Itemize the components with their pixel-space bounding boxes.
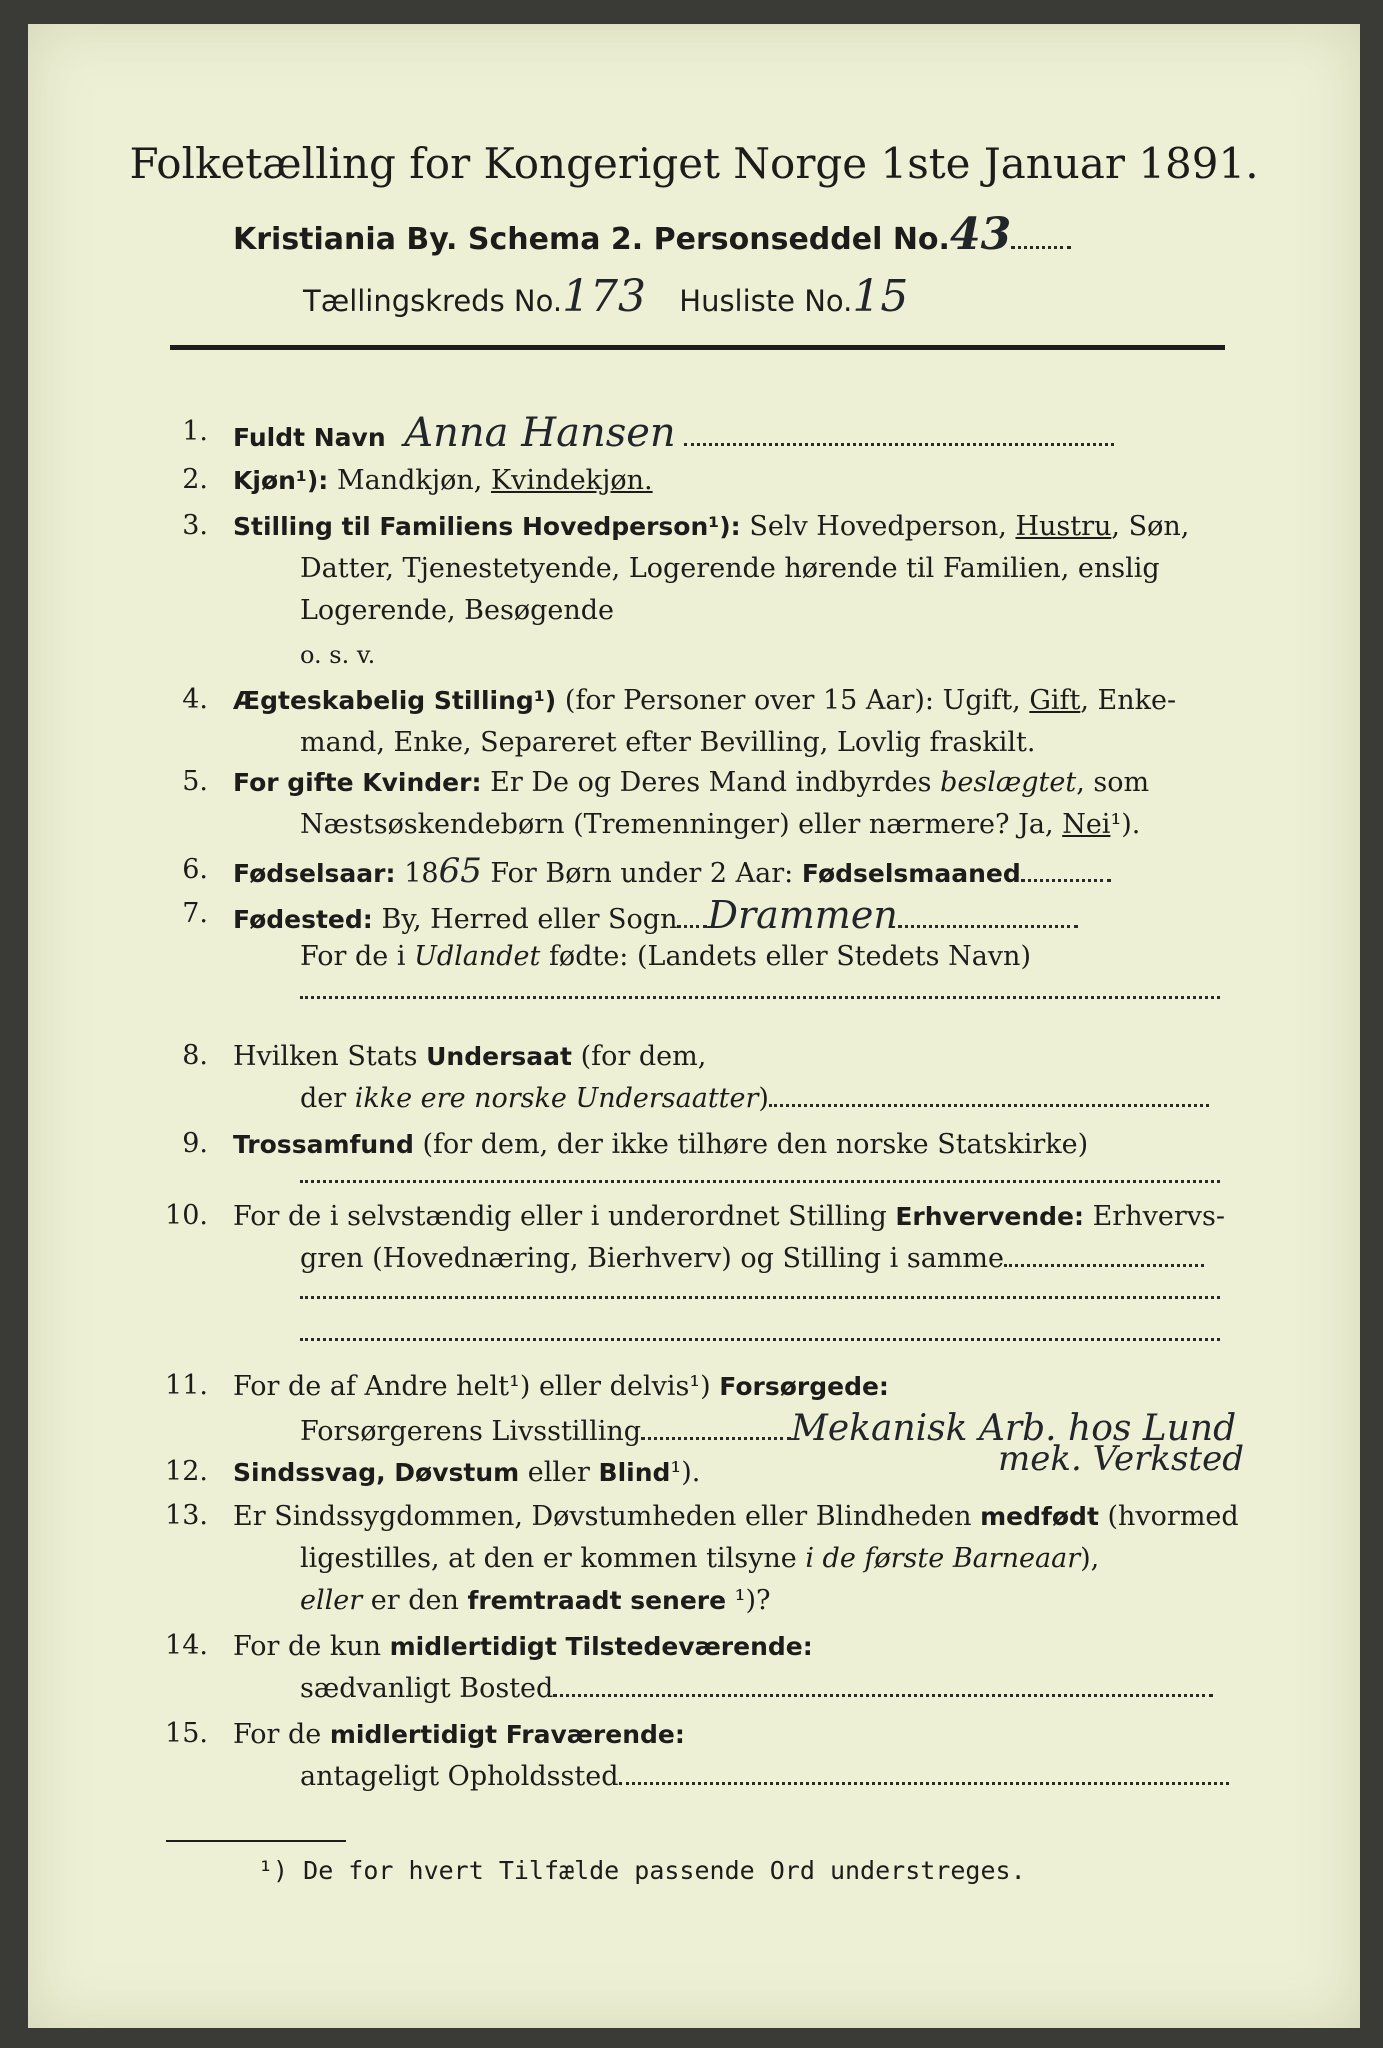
- q8-row: [233, 1040, 706, 1074]
- q15-line-2: [300, 1760, 1229, 1794]
- q7-number: 7.: [182, 898, 208, 929]
- q8-text: Hvilken Stats: [233, 1041, 427, 1072]
- q10-line2-text: gren (Hovednæring, Bierhverv) og Stilling i samme: [300, 1243, 1005, 1274]
- q3-selected: Hustru: [1015, 511, 1112, 542]
- q7-line-2: [300, 940, 1031, 974]
- q11-number: 11.: [165, 1370, 208, 1401]
- q4-line-2: mand, Enke, Separeret efter Bevilling, Lovlig fraskilt.: [300, 727, 1036, 758]
- q3-label: Stilling til Familiens Hovedperson¹):: [233, 512, 750, 541]
- q1-value: Anna Hansen: [404, 410, 676, 456]
- q9-number: 9.: [182, 1128, 208, 1159]
- q9-row: [233, 1128, 1088, 1162]
- q11-label: Forsørgede:: [719, 1372, 889, 1401]
- q10-text-end: Erhvervs-: [1084, 1201, 1225, 1232]
- q11-row: [233, 1370, 889, 1404]
- q13-line2-text: ligestilles, at den er kommen tilsyne: [300, 1543, 806, 1574]
- q3-line-4: o. s. v.: [300, 641, 376, 669]
- q8-text-end: (for dem,: [571, 1041, 707, 1072]
- q10-row: [233, 1200, 1225, 1234]
- q13-line-2: [300, 1542, 1099, 1576]
- q6-label: Fødselsaar:: [233, 859, 405, 888]
- q13-text-end: (hvormed: [1098, 1501, 1239, 1532]
- q4-text: (for Personer over 15 Aar): Ugift,: [564, 685, 1030, 716]
- dotted-line: [300, 974, 1220, 999]
- q15-row: [233, 1718, 685, 1752]
- q2-row: [233, 464, 653, 498]
- q10-text: For de i selvstændig eller i underordnet Stilling: [233, 1201, 896, 1232]
- footnote: ¹) De for hvert Tilfælde passende Ord understreges.: [258, 1856, 1026, 1885]
- q5-line-2: [300, 808, 1140, 842]
- q2-option-kvindekjon: Kvindekjøn.: [490, 465, 653, 496]
- q2-option-mandkjon: Mandkjøn,: [337, 465, 491, 496]
- q11-value-2: mek. Verksted: [998, 1439, 1244, 1479]
- q13-line3-end: ¹)?: [726, 1585, 771, 1616]
- q4-label: Ægteskabelig Stilling¹): [233, 686, 565, 715]
- q5-row: [233, 766, 1149, 800]
- q14-number: 14.: [165, 1630, 208, 1661]
- dotted-line: [641, 1415, 791, 1440]
- q13-line2-end: ),: [1080, 1543, 1100, 1574]
- q12-label-2: Blind: [598, 1458, 671, 1487]
- q3-line-2: Datter, Tjenestetyende, Logerende hørende til Familien, enslig: [300, 553, 1160, 584]
- footnote-rule: [166, 1840, 346, 1842]
- q5-number: 5.: [182, 766, 208, 797]
- kreds-label: Tællingskreds No.: [303, 284, 563, 318]
- q3-number: 3.: [182, 510, 208, 541]
- q14-text: For de kun: [233, 1631, 390, 1662]
- personseddel-number: 43: [949, 209, 1012, 260]
- q6-value: 65: [438, 851, 482, 891]
- q1-label: Fuldt Navn: [233, 423, 386, 452]
- q5-text: Er De og Deres Mand indbyrdes: [490, 767, 941, 798]
- q10-line-2: [300, 1242, 1204, 1276]
- q7-line2-end: fødte: (Landets eller Stedets Navn): [540, 941, 1031, 972]
- q8-line2-end: ): [758, 1083, 769, 1114]
- q11-text: For de af Andre helt¹) eller delvis¹): [233, 1371, 720, 1402]
- dotted-line: [769, 1082, 1209, 1107]
- q8-line2-italic: ikke ere norske Undersaatter: [354, 1083, 759, 1114]
- q11-line2-text: Forsørgerens Livsstilling: [300, 1416, 642, 1447]
- q4-text-end: , Enke-: [1080, 685, 1177, 716]
- q3-line-3: Logerende, Besøgende: [300, 595, 614, 626]
- q13-line-3: [300, 1584, 771, 1618]
- q13-row: [233, 1500, 1239, 1534]
- dotted-line: [300, 1158, 1220, 1183]
- q7-text: By, Herred eller Sogn: [381, 904, 678, 935]
- header-line-3: [303, 271, 909, 322]
- dotted-line: [300, 1316, 1220, 1341]
- q8-label: Undersaat: [426, 1042, 572, 1071]
- q13-line3-text: er den: [362, 1585, 468, 1616]
- q15-number: 15.: [165, 1718, 208, 1749]
- dotted-line: [898, 903, 1078, 928]
- q2-label: Kjøn¹):: [233, 466, 337, 495]
- q7-line2-text: For de i: [300, 941, 415, 972]
- q9-label: Trossamfund: [233, 1130, 414, 1159]
- q5-text-end: , som: [1076, 767, 1150, 798]
- q6-number: 6.: [182, 854, 208, 885]
- form-title: Folketælling for Kongeriget Norge 1ste Januar 1891.: [129, 139, 1259, 188]
- q13-line2-italic: i de første Barneaar: [805, 1543, 1081, 1574]
- dotted-line: [300, 1274, 1220, 1299]
- dotted-line: [677, 903, 707, 928]
- q8-line2-text: der: [300, 1083, 355, 1114]
- header-line-2: [233, 209, 1071, 260]
- q3-text-end: , Søn,: [1111, 511, 1190, 542]
- census-form: [28, 24, 1360, 2028]
- dotted-line: [553, 1672, 1213, 1697]
- q13-number: 13.: [165, 1500, 208, 1531]
- q3-text: Selv Hovedperson,: [749, 511, 1016, 542]
- husliste-number: 15: [852, 271, 909, 322]
- q13-line3-bold: fremtraadt senere: [467, 1586, 727, 1615]
- q5-selected: Nei: [1062, 809, 1111, 840]
- q13-line3-italic: eller: [300, 1585, 363, 1616]
- q6-text: For Børn under 2 Aar:: [481, 858, 802, 889]
- q8-number: 8.: [182, 1040, 208, 1071]
- q7-line2-italic: Udlandet: [414, 941, 541, 972]
- q12-number: 12.: [165, 1456, 208, 1487]
- header-rule: [170, 345, 1225, 350]
- header-prefix: Kristiania By. Schema 2. Personseddel No.: [233, 222, 950, 257]
- q6-label-2: Fødselsmaaned: [801, 859, 1021, 888]
- q5-line2-text: Næstsøskendebørn (Tremenninger) eller nærmere? Ja,: [300, 809, 1063, 840]
- q12-text: eller: [519, 1457, 599, 1488]
- q4-row: [233, 684, 1176, 718]
- q15-line2-text: antageligt Opholdssted: [300, 1761, 619, 1792]
- q10-label: Erhvervende:: [895, 1202, 1085, 1231]
- dotted-line: [1004, 1242, 1204, 1267]
- q4-number: 4.: [182, 684, 208, 715]
- q12-label: Sindssvag, Døvstum: [233, 1458, 520, 1487]
- q7-value: Drammen: [707, 893, 898, 937]
- husliste-label: Husliste No.: [679, 284, 853, 318]
- q10-number: 10.: [165, 1200, 208, 1231]
- dotted-line: [1021, 857, 1111, 882]
- q6-row: [233, 851, 1111, 891]
- q15-label: midlertidigt Fraværende:: [329, 1720, 685, 1749]
- q5-line2-end: ¹).: [1110, 809, 1141, 840]
- q14-label: midlertidigt Tilstedeværende:: [389, 1632, 813, 1661]
- dotted-line: [684, 421, 1114, 446]
- q12-row: [233, 1456, 700, 1490]
- q9-text: (for dem, der ikke tilhøre den norske Statskirke): [413, 1129, 1089, 1160]
- q6-prefix: 18: [404, 858, 439, 889]
- kreds-number: 173: [562, 271, 647, 322]
- q1-number: 1.: [182, 416, 208, 447]
- q7-label: Fødested:: [233, 905, 382, 934]
- q11-value: Mekanisk Arb. hos Lund: [791, 1408, 1237, 1449]
- q1-row: [233, 410, 1114, 456]
- dotted-line: [1011, 224, 1071, 249]
- q14-line2-text: sædvanligt Bosted: [300, 1673, 554, 1704]
- dotted-line: [619, 1760, 1229, 1785]
- q13-label: medfødt: [980, 1502, 1099, 1531]
- q7-row: [233, 893, 1078, 937]
- q13-text: Er Sindssygdommen, Døvstumheden eller Blindheden: [233, 1501, 981, 1532]
- q15-text: For de: [233, 1719, 330, 1750]
- q3-row: [233, 510, 1189, 544]
- q5-italic: beslægtet: [940, 767, 1077, 798]
- q8-line-2: [300, 1082, 1209, 1116]
- q2-number: 2.: [182, 464, 208, 495]
- q12-end: ¹).: [670, 1457, 701, 1488]
- q14-line-2: [300, 1672, 1213, 1706]
- q4-selected: Gift: [1029, 685, 1081, 716]
- q14-row: [233, 1630, 813, 1664]
- q5-label: For gifte Kvinder:: [233, 768, 491, 797]
